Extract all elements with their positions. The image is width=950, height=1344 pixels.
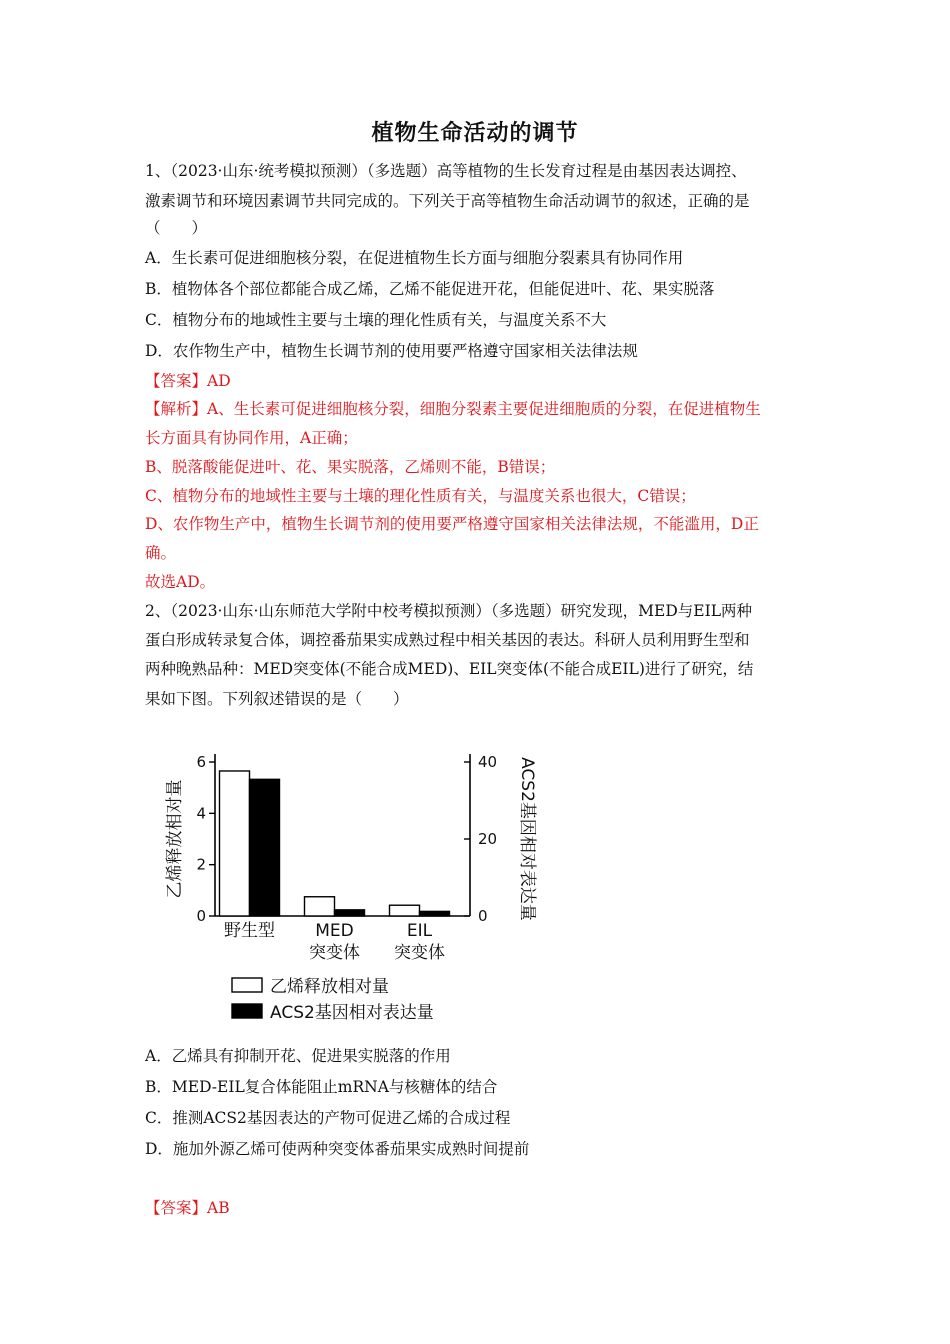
q1-analysis-conclusion: 故选AD。 — [145, 573, 216, 591]
left-tick-label: 2 — [196, 855, 206, 874]
right-tick-label: 20 — [478, 830, 498, 848]
acs2-bar — [335, 910, 365, 916]
q1-stem-line-3: （ ） — [145, 219, 208, 237]
legend-swatch — [232, 978, 262, 992]
q1-analysis-line-2: 长方面具有协同作用，A正确； — [145, 429, 358, 447]
q1-answer: 【答案】AD — [145, 372, 231, 390]
q2-option-c: C．推测ACS2基因表达的产物可促进乙烯的合成过程 — [145, 1109, 511, 1127]
right-tick-label: 40 — [478, 753, 498, 771]
q1-option-c: C．植物分布的地域性主要与土壤的理化性质有关，与温度关系不大 — [145, 311, 607, 329]
ethylene-acs2-bar-chart — [150, 738, 550, 1038]
q1-analysis-line-1: 【解析】A、生长素可促进细胞核分裂，细胞分裂素主要促进细胞质的分裂，在促进植物生 — [145, 400, 761, 418]
category-label-line2: 突变体 — [309, 943, 360, 963]
q1-option-d: D．农作物生产中，植物生长调节剂的使用要严格遵守国家相关法律法规 — [145, 342, 638, 360]
right-axis-label: ACS2基因相对表达量 — [517, 757, 537, 921]
q1-option-b: B．植物体各个部位都能合成乙烯，乙烯不能促进开花，但能促进叶、花、果实脱落 — [145, 280, 715, 298]
q1-option-a: A．生长素可促进细胞核分裂，在促进植物生长方面与细胞分裂素具有协同作用 — [145, 249, 684, 267]
left-tick-label: 4 — [196, 804, 206, 823]
q2-stem-line-2: 蛋白形成转录复合体，调控番茄果实成熟过程中相关基因的表达。科研人员利用野生型和 — [145, 631, 750, 649]
left-tick-label: 0 — [196, 907, 206, 925]
q1-analysis-line-4: C、植物分布的地域性主要与土壤的理化性质有关，与温度关系也很大，C错误； — [145, 487, 696, 505]
q2-stem-line-4: 果如下图。下列叙述错误的是（ ） — [145, 690, 409, 708]
left-axis-label: 乙烯释放相对量 — [165, 779, 185, 899]
legend-swatch — [232, 1004, 262, 1018]
q1-analysis-line-3: B、脱落酸能促进叶、花、果实脱落，乙烯则不能，B错误； — [145, 458, 556, 476]
q1-analysis-line-6: 确。 — [145, 544, 177, 562]
q2-answer: 【答案】AB — [145, 1199, 230, 1217]
acs2-bar — [420, 911, 450, 916]
legend-label: ACS2基因相对表达量 — [270, 1003, 434, 1023]
right-tick-label: 0 — [478, 907, 488, 925]
category-label: EIL — [406, 921, 433, 941]
q2-option-b: B．MED-EIL复合体能阻止mRNA与核糖体的结合 — [145, 1078, 498, 1096]
category-label-line2: 突变体 — [394, 943, 445, 963]
legend-label: 乙烯释放相对量 — [270, 977, 389, 997]
q1-stem-line-1: 1、（2023·山东·统考模拟预测）（多选题）高等植物的生长发育过程是由基因表达调控、 — [145, 162, 747, 180]
category-label: 野生型 — [224, 921, 275, 941]
q2-option-a: A．乙烯具有抑制开花、促进果实脱落的作用 — [145, 1047, 451, 1065]
q1-stem-line-2: 激素调节和环境因素调节共同完成的。下列关于高等植物生命活动调节的叙述，正确的是 — [145, 192, 750, 210]
page-title: 植物生命活动的调节 — [371, 120, 579, 146]
ethylene-bar — [220, 771, 250, 916]
q2-option-d: D．施加外源乙烯可使两种突变体番茄果实成熟时间提前 — [145, 1140, 530, 1158]
ethylene-bar — [305, 897, 335, 916]
q2-stem-line-1: 2、（2023·山东·山东师范大学附中校考模拟预测）（多选题）研究发现，MED与EIL两种 — [145, 602, 753, 620]
q1-analysis-line-5: D、农作物生产中，植物生长调节剂的使用要严格遵守国家相关法律法规，不能滥用，D正 — [145, 515, 759, 533]
acs2-bar — [250, 779, 280, 916]
category-label: MED — [315, 921, 354, 941]
ethylene-bar — [390, 905, 420, 916]
q2-stem-line-3: 两种晚熟品种：MED突变体(不能合成MED)、EIL突变体(不能合成EIL)进行了研究，结 — [145, 660, 754, 678]
left-tick-label: 6 — [196, 753, 206, 771]
